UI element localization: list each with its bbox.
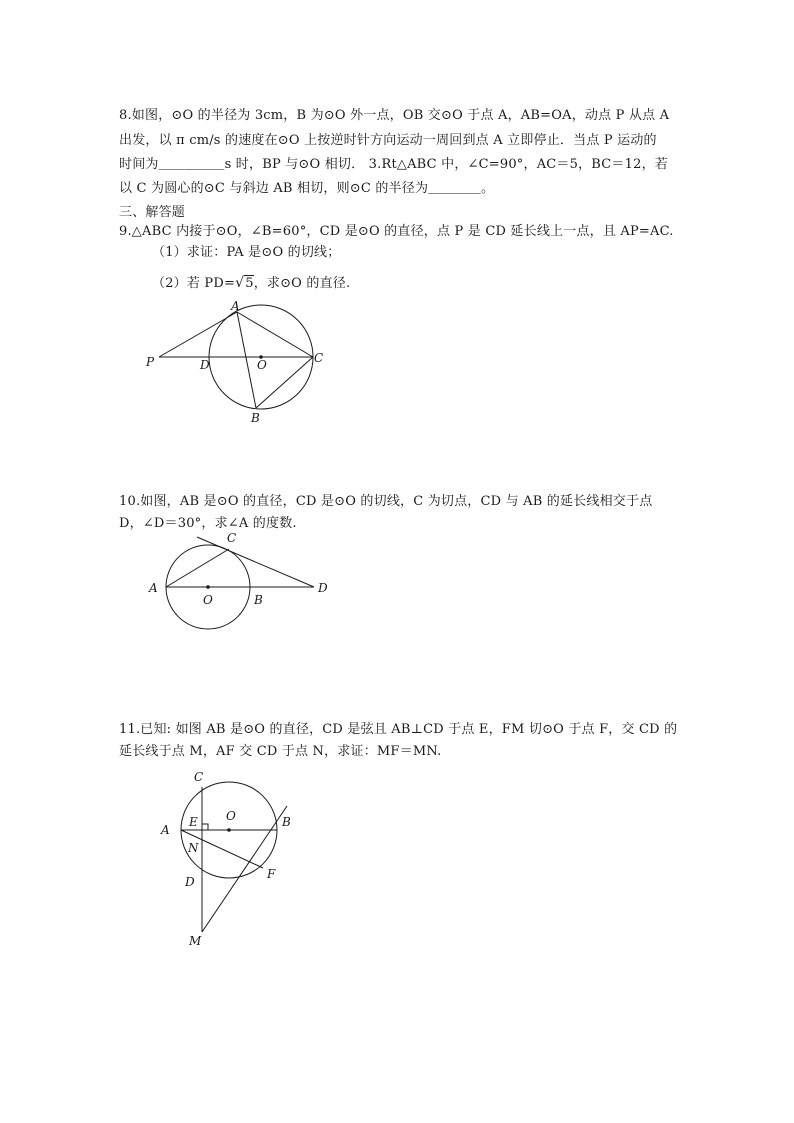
q11-label-m: M bbox=[189, 934, 202, 948]
q10-line-ac bbox=[166, 549, 229, 587]
q9-label-d: D bbox=[200, 358, 210, 372]
q8-line-4: 以 C 为圆心的⊙C 与斜边 AB 相切，则⊙C 的半径为＿＿＿＿。 bbox=[119, 181, 495, 196]
q11-label-d: D bbox=[185, 875, 195, 889]
q11-label-a: A bbox=[161, 823, 170, 837]
sqrt-radicand: 5 bbox=[245, 276, 254, 291]
q9-part-2-prefix: （2）若 PD= bbox=[152, 276, 236, 291]
q11-label-o: O bbox=[226, 809, 236, 823]
q11-label-e: E bbox=[189, 815, 198, 829]
q10-label-d: D bbox=[318, 581, 328, 595]
q10-tangent-cd bbox=[197, 537, 314, 587]
q9-label-a: A bbox=[231, 299, 240, 313]
q8-line-1: 8.如图，⊙O 的半径为 3cm，B 为⊙O 外一点，OB 交⊙O 于点 A，AB=OA，动点 P 从点 A bbox=[119, 108, 670, 123]
q11-label-n: N bbox=[188, 841, 199, 855]
sqrt-symbol: √5 bbox=[235, 275, 254, 291]
q10-center-dot bbox=[206, 585, 210, 589]
q11-label-c: C bbox=[194, 770, 204, 784]
q11-line-1: 11.已知: 如图 AB 是⊙O 的直径，CD 是弦且 AB⊥CD 于点 E，FM 切⊙O 于点 F，交 CD 的 bbox=[119, 722, 678, 737]
q9-part-2-suffix: ，求⊙O 的直径. bbox=[253, 276, 351, 291]
q10-label-c: C bbox=[227, 531, 237, 545]
q9-line-pa bbox=[159, 312, 237, 357]
q8-line-2: 出发，以 π cm/s 的速度在⊙O 上按逆时针方向运动一周回到点 A 立即停止．当点 P 运动的 bbox=[119, 133, 657, 148]
q10-line-1: 10.如图，AB 是⊙O 的直径，CD 是⊙O 的切线，C 为切点，CD 与 AB 的延长线相交于点 bbox=[119, 494, 653, 509]
q9-part-1: （1）求证：PA 是⊙O 的切线； bbox=[152, 245, 341, 260]
section-title: 三、解答题 bbox=[119, 205, 186, 220]
q9-line-ac bbox=[237, 312, 313, 357]
q10-label-a: A bbox=[149, 581, 158, 595]
q11-line-2: 延长线于点 M，AF 交 CD 于点 N，求证：MF＝MN. bbox=[119, 744, 442, 759]
q11-label-b: B bbox=[282, 815, 291, 829]
q9-stem: 9.△ABC 内接于⊙O，∠B=60°，CD 是⊙O 的直径，点 P 是 CD 延长线上一点，且 AP=AC. bbox=[119, 224, 674, 239]
q10-label-o: O bbox=[203, 593, 213, 607]
q9-label-p: P bbox=[146, 355, 155, 369]
q9-label-b: B bbox=[251, 411, 260, 425]
q10-label-b: B bbox=[254, 593, 263, 607]
q9-label-o: O bbox=[257, 358, 267, 372]
q11-right-angle-mark bbox=[202, 824, 208, 830]
q10-line-2: D，∠D＝30°，求∠A 的度数. bbox=[119, 516, 297, 531]
q11-center-dot bbox=[227, 828, 231, 832]
q9-line-ab bbox=[237, 312, 256, 408]
q11-label-f: F bbox=[267, 867, 276, 881]
q9-label-c: C bbox=[314, 351, 324, 365]
q8-line-3: 时间为＿＿＿＿＿s 时，BP 与⊙O 相切． 3.Rt△ABC 中，∠C=90°，AC＝5，BC＝12，若 bbox=[119, 157, 668, 172]
